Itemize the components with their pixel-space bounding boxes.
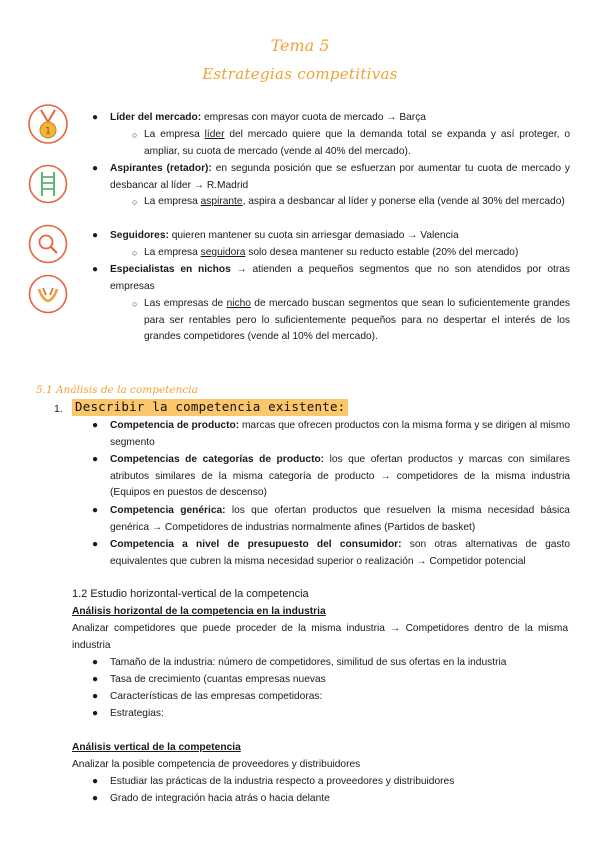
strategy-item: ● Líder del mercado: empresas con mayor cuota de mercado → Barça bbox=[92, 112, 426, 123]
competencia-label: Competencias de categorías de producto: bbox=[110, 454, 325, 465]
strategy-subitem: ○ La empresa líder del mercado quiere que la demanda total se expanda y así proteger, o ampliar, su cuota de mercado (vende al 40% del mercado). bbox=[132, 129, 570, 157]
vertical-text: Analizar la posible competencia de proveedores y distribuidores bbox=[72, 759, 361, 770]
competencia-text: los que ofertan productos y marcas con similares atributos similares de la misma categoría de producto → competidores de la misma industria (Equipos en puestos de descenso) bbox=[110, 454, 570, 498]
medal-icon bbox=[28, 102, 68, 142]
sub-underlined: líder bbox=[204, 129, 225, 140]
sub-text: de mercado buscan segmentos que sean lo suficientemente grandes para ser rentables pero lo suficientemente pequeños para no despertar el interés de los grandes competidores (vende al 10% del mercado). bbox=[144, 298, 571, 342]
list-item: ● Características de las empresas competidoras: bbox=[92, 689, 570, 706]
heading-number: 1. bbox=[54, 403, 63, 415]
hands-icon bbox=[28, 274, 68, 314]
list-item: ● Tasa de crecimiento (cuantas empresas nuevas bbox=[92, 672, 570, 689]
list-item-text: Tasa de crecimiento (cuantas empresas nuevas bbox=[110, 674, 326, 685]
strategy-item: ● Especialistas en nichos → atienden a pequeños segmentos que no son atendidos por otras empresas bbox=[92, 264, 570, 292]
competencia-text: marcas que ofrecen productos con la misma forma y se dirigen al mismo segmento bbox=[110, 420, 570, 448]
ladder-icon bbox=[28, 164, 68, 204]
list-item: ● Grado de integración hacia atrás o hacia delante bbox=[92, 791, 570, 808]
sub-text: Las empresas de bbox=[144, 298, 227, 309]
competencia-item: ● Competencia de producto: marcas que ofrecen productos con la misma forma y se dirigen al mismo segmento bbox=[92, 420, 570, 448]
strategy-label: Líder del mercado: bbox=[110, 112, 202, 123]
sub-text: La empresa bbox=[144, 129, 205, 140]
page-title: Tema 5 bbox=[270, 36, 330, 55]
list-item-text: Estrategias: bbox=[110, 708, 164, 719]
list-item: ● Tamaño de la industria: número de competidores, similitud de sus ofertas en la industria bbox=[92, 655, 570, 672]
competencia-label: Competencia genérica: bbox=[110, 505, 226, 516]
sub-text: , aspira a desbancar al líder y ponerse ella (vende al 30% del mercado) bbox=[242, 196, 565, 207]
competencia-item: ● Competencia a nivel de presupuesto del consumidor: son otras alternativas de gasto equivalentes que cubren la misma necesidad superior o realización → Competidor potencial bbox=[92, 539, 570, 567]
competencia-text: son otras alternativas de gasto equivalentes que cubren la misma necesidad superior o realización → Competidor potencial bbox=[110, 539, 570, 567]
strategy-subitem: ○ La empresa aspirante, aspira a desbancar al líder y ponerse ella (vende al 30% del mercado) bbox=[132, 196, 565, 207]
list-item: ● Estrategias: bbox=[92, 706, 570, 723]
sub-underlined: seguidora bbox=[200, 247, 246, 258]
strategy-subitem: ○ Las empresas de nicho de mercado buscan segmentos que sean lo suficientemente grandes para ser rentables pero lo suficientemente pequeños para no despertar el interés de los grandes competidores (vende al 10% del mercado). bbox=[132, 298, 571, 342]
strategy-text: empresas con mayor cuota de mercado → Barça bbox=[201, 112, 426, 123]
section-heading: 1.2 Estudio horizontal-vertical de la competencia bbox=[72, 588, 309, 600]
sub-underlined: nicho bbox=[226, 298, 251, 309]
strategy-label: Seguidores: bbox=[110, 230, 169, 241]
strategy-text: → atienden a pequeños segmentos que no son atendidos por otras empresas bbox=[110, 264, 570, 292]
competencia-text: los que ofertan productos que resuelven la misma necesidad básica genérica → Competidores de industrias normalmente afines (Partidos de basket) bbox=[110, 505, 570, 533]
strategy-text: en segunda posición que se esfuerzan por aumentar tu cuota de mercado y desbancar al líder → R.Madrid bbox=[110, 163, 570, 191]
competencia-label: Competencia a nivel de presupuesto del consumidor: bbox=[110, 539, 402, 550]
vertical-title: Análisis vertical de la competencia bbox=[72, 742, 241, 753]
list-item-text: Grado de integración hacia atrás o hacia delante bbox=[110, 793, 330, 804]
list-item-text: Características de las empresas competidoras: bbox=[110, 691, 323, 702]
strategy-item: ● Seguidores: quieren mantener su cuota sin arriesgar demasiado → Valencia bbox=[92, 230, 459, 241]
strategy-label: Especialistas en nichos bbox=[110, 264, 231, 275]
competencia-item: ● Competencia genérica: los que ofertan productos que resuelven la misma necesidad básica genérica → Competidores de industrias normalmente afines (Partidos de basket) bbox=[92, 505, 570, 533]
horizontal-text: Analizar competidores que puede proceder de la misma industria → Competidores dentro de la misma industria bbox=[72, 623, 568, 651]
sub-text: solo desea mantener su reducto estable (20% del mercado) bbox=[245, 247, 519, 258]
sub-text: La empresa bbox=[144, 247, 201, 258]
strategy-item: ● Aspirantes (retador): en segunda posición que se esfuerzan por aumentar tu cuota de mercado y desbancar al líder → R.Madrid bbox=[92, 163, 570, 191]
sub-underlined: aspirante bbox=[200, 196, 243, 207]
strategy-subitem: ○ La empresa seguidora solo desea mantener su reducto estable (20% del mercado) bbox=[132, 247, 519, 258]
list-item: ● Estudiar las prácticas de la industria respecto a proveedores y distribuidores bbox=[92, 774, 570, 791]
list-item-text: Estudiar las prácticas de la industria respecto a proveedores y distribuidores bbox=[110, 776, 455, 787]
sub-text: del mercado quiere que la demanda total se expanda y así proteger, o ampliar, su cuota de mercado (vende al 40% del mercado). bbox=[144, 129, 570, 157]
page-subtitle: Estrategias competitivas bbox=[202, 65, 398, 83]
highlighted-heading: Describir la competencia existente: bbox=[72, 399, 348, 416]
section-heading: 5.1 Análisis de la competencia bbox=[36, 384, 198, 396]
svg-text:1: 1 bbox=[45, 126, 51, 137]
competencia-label: Competencia de producto: bbox=[110, 420, 240, 431]
magnifier-icon bbox=[28, 224, 68, 264]
strategy-label: Aspirantes (retador): bbox=[110, 163, 212, 174]
list-item-text: Tamaño de la industria: número de competidores, similitud de sus ofertas en la industria bbox=[110, 657, 507, 668]
sub-text: La empresa bbox=[144, 196, 201, 207]
competencia-item: ● Competencias de categorías de producto: los que ofertan productos y marcas con similares atributos similares de la misma categoría de producto → competidores de la misma industria (Equipos en puestos de descenso) bbox=[92, 454, 570, 498]
horizontal-title: Análisis horizontal de la competencia en la industria bbox=[72, 606, 326, 617]
strategy-text: quieren mantener su cuota sin arriesgar demasiado → Valencia bbox=[168, 230, 459, 241]
